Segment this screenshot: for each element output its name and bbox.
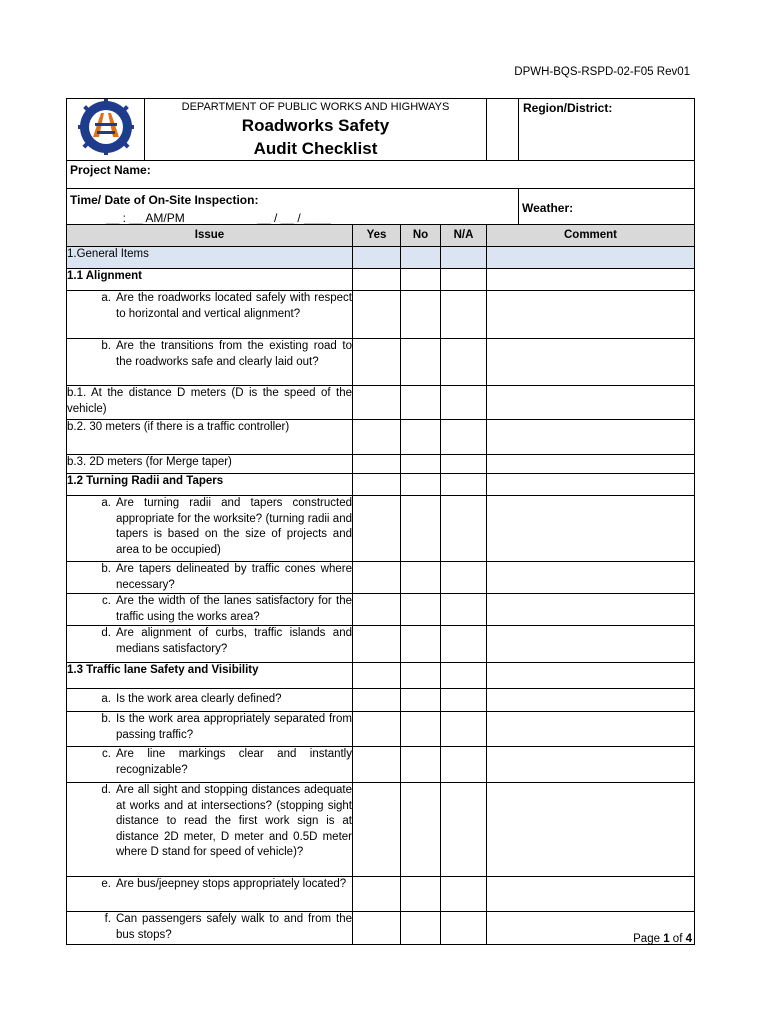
date-blank: __ / __ / ____ bbox=[257, 211, 331, 225]
item-marker: d. bbox=[101, 627, 111, 639]
table-row bbox=[67, 783, 695, 877]
na-cell[interactable] bbox=[441, 455, 487, 474]
comment-cell[interactable] bbox=[487, 496, 695, 562]
no-cell[interactable] bbox=[401, 496, 441, 562]
comment-cell[interactable] bbox=[487, 689, 695, 712]
no-cell[interactable] bbox=[401, 420, 441, 455]
item-text: b.3. 2D meters (for Merge taper) bbox=[67, 455, 353, 474]
no-cell[interactable] bbox=[401, 712, 441, 747]
item-text: b.1. At the distance D meters (D is the speed of the vehicle) bbox=[67, 386, 353, 420]
dpwh-logo bbox=[67, 99, 145, 161]
na-cell[interactable] bbox=[441, 689, 487, 712]
region-district-field[interactable] bbox=[519, 99, 695, 161]
item-text: Is the work area appropriately separated from passing traffic? bbox=[116, 713, 352, 741]
comment-cell[interactable] bbox=[487, 339, 695, 386]
yes-cell[interactable] bbox=[353, 747, 401, 783]
item-marker: e. bbox=[101, 878, 111, 890]
item-text: Are alignment of curbs, traffic islands and medians satisfactory? bbox=[116, 627, 352, 655]
item-marker: b. bbox=[101, 713, 111, 725]
page-of: of bbox=[669, 933, 686, 945]
na-cell[interactable] bbox=[441, 562, 487, 594]
table-row bbox=[67, 877, 695, 912]
weather-field[interactable] bbox=[519, 189, 695, 228]
table-row bbox=[67, 562, 695, 594]
item-text: b.2. 30 meters (if there is a traffic controller) bbox=[67, 420, 353, 455]
inspection-label: Time/ Date of On-Site Inspection: bbox=[70, 193, 259, 207]
no-cell[interactable] bbox=[401, 291, 441, 339]
yes-cell[interactable] bbox=[353, 455, 401, 474]
na-cell[interactable] bbox=[441, 912, 487, 945]
header-spacer bbox=[487, 99, 519, 161]
table-row bbox=[67, 420, 695, 455]
yes-cell[interactable] bbox=[353, 339, 401, 386]
table-row bbox=[67, 689, 695, 712]
item-text: Are bus/jeepney stops appropriately located? bbox=[116, 878, 347, 890]
comment-cell[interactable] bbox=[487, 712, 695, 747]
item-marker: b. bbox=[101, 340, 111, 352]
column-header-na: N/A bbox=[441, 225, 487, 247]
column-header-comment: Comment bbox=[487, 225, 695, 247]
page-current: 1 bbox=[663, 933, 670, 945]
subsection-title: 1.2 Turning Radii and Tapers bbox=[67, 474, 353, 496]
form-title-line2: Audit Checklist bbox=[253, 139, 378, 158]
table-row bbox=[67, 626, 695, 663]
inspection-time-date-field[interactable] bbox=[67, 189, 519, 228]
department-name: DEPARTMENT OF PUBLIC WORKS AND HIGHWAYS bbox=[181, 101, 450, 113]
table-row bbox=[67, 386, 695, 420]
item-marker: c. bbox=[102, 595, 111, 607]
yes-cell[interactable] bbox=[353, 420, 401, 455]
item-marker: a. bbox=[101, 693, 111, 706]
yes-cell[interactable] bbox=[353, 712, 401, 747]
item-text: Are the roadworks located safely with respect to horizontal and vertical alignment? bbox=[116, 292, 352, 320]
page-total: 4 bbox=[685, 933, 692, 945]
weather-label: Weather: bbox=[522, 201, 574, 215]
column-header-yes: Yes bbox=[353, 225, 401, 247]
yes-cell[interactable] bbox=[353, 626, 401, 663]
yes-cell[interactable] bbox=[353, 291, 401, 339]
table-row bbox=[67, 912, 695, 945]
item-marker: c. bbox=[102, 748, 111, 760]
table-row bbox=[67, 291, 695, 339]
page-prefix: Page bbox=[633, 933, 664, 945]
comment-cell[interactable] bbox=[487, 783, 695, 877]
comment-cell[interactable] bbox=[487, 291, 695, 339]
na-cell[interactable] bbox=[441, 747, 487, 783]
item-text: Are all sight and stopping distances adequate at works and at intersections? (stopping sight distance to read the first work sign is at distance 2D meter, D meter and 0.5D meter where D stand for speed of vehicle)? bbox=[116, 784, 352, 858]
no-cell[interactable] bbox=[401, 877, 441, 912]
column-header-no: No bbox=[401, 225, 441, 247]
no-cell[interactable] bbox=[401, 689, 441, 712]
item-text: Can passengers safely walk to and from the bus stops? bbox=[116, 913, 352, 941]
no-cell[interactable] bbox=[401, 783, 441, 877]
item-text: Are line markings clear and instantly recognizable? bbox=[116, 748, 352, 776]
item-marker: d. bbox=[101, 784, 111, 796]
region-district-label: Region/District: bbox=[523, 101, 613, 115]
table-row bbox=[67, 496, 695, 562]
yes-cell[interactable] bbox=[353, 562, 401, 594]
checklist-table bbox=[66, 224, 695, 945]
time-blank: __ : __ AM/PM bbox=[106, 211, 185, 225]
title-block bbox=[145, 99, 487, 161]
document-reference: DPWH-BQS-RSPD-02-F05 Rev01 bbox=[514, 66, 690, 78]
yes-cell[interactable] bbox=[353, 877, 401, 912]
comment-cell[interactable] bbox=[487, 562, 695, 594]
no-cell[interactable] bbox=[401, 339, 441, 386]
column-header-issue: Issue bbox=[67, 225, 353, 247]
subsection-title: 1.3 Traffic lane Safety and Visibility bbox=[67, 663, 353, 689]
table-row bbox=[67, 594, 695, 626]
table-row bbox=[67, 747, 695, 783]
na-cell[interactable] bbox=[441, 877, 487, 912]
no-cell[interactable] bbox=[401, 386, 441, 420]
table-row bbox=[67, 455, 695, 474]
subsection-row bbox=[67, 269, 695, 291]
subsection-row bbox=[67, 663, 695, 689]
no-cell[interactable] bbox=[401, 747, 441, 783]
comment-cell[interactable] bbox=[487, 386, 695, 420]
yes-cell[interactable] bbox=[353, 912, 401, 945]
item-text: Are tapers delineated by traffic cones where necessary? bbox=[116, 563, 352, 591]
yes-cell[interactable] bbox=[353, 783, 401, 877]
yes-cell[interactable] bbox=[353, 689, 401, 712]
yes-cell[interactable] bbox=[353, 386, 401, 420]
yes-cell[interactable] bbox=[353, 496, 401, 562]
na-cell[interactable] bbox=[441, 339, 487, 386]
comment-cell[interactable] bbox=[487, 420, 695, 455]
section-title: 1.General Items bbox=[67, 247, 353, 269]
comment-cell[interactable] bbox=[487, 594, 695, 626]
dpwh-seal-icon bbox=[71, 99, 141, 155]
table-row bbox=[67, 712, 695, 747]
na-cell[interactable] bbox=[441, 594, 487, 626]
na-cell[interactable] bbox=[441, 386, 487, 420]
item-marker: a. bbox=[101, 497, 111, 509]
header-table bbox=[66, 98, 695, 228]
yes-cell[interactable] bbox=[353, 594, 401, 626]
na-cell[interactable] bbox=[441, 712, 487, 747]
item-marker: b. bbox=[101, 563, 111, 575]
no-cell[interactable] bbox=[401, 562, 441, 594]
na-cell[interactable] bbox=[441, 626, 487, 663]
page-number bbox=[633, 933, 692, 945]
comment-cell[interactable] bbox=[487, 455, 695, 474]
comment-cell[interactable] bbox=[487, 626, 695, 663]
na-cell[interactable] bbox=[441, 291, 487, 339]
no-cell[interactable] bbox=[401, 594, 441, 626]
no-cell[interactable] bbox=[401, 626, 441, 663]
item-text: Are the transitions from the existing road to the roadworks safe and clearly laid out? bbox=[116, 340, 352, 368]
item-text: Is the work area clearly defined? bbox=[116, 693, 282, 706]
na-cell[interactable] bbox=[441, 496, 487, 562]
subsection-title: 1.1 Alignment bbox=[67, 269, 353, 291]
project-name-label: Project Name: bbox=[70, 163, 151, 177]
no-cell[interactable] bbox=[401, 455, 441, 474]
form-title-line1: Roadworks Safety bbox=[241, 116, 390, 135]
item-marker: a. bbox=[101, 292, 111, 304]
na-cell[interactable] bbox=[441, 783, 487, 877]
comment-cell[interactable] bbox=[487, 877, 695, 912]
project-name-field[interactable] bbox=[67, 161, 695, 189]
item-text: Are turning radii and tapers constructed appropriate for the worksite? (turning radii and tapers is based on the size of projects and area to be occupied) bbox=[116, 497, 352, 556]
item-marker: f. bbox=[104, 913, 111, 925]
item-text: Are the width of the lanes satisfactory for the traffic using the works area? bbox=[116, 595, 352, 623]
na-cell[interactable] bbox=[441, 420, 487, 455]
table-row bbox=[67, 339, 695, 386]
no-cell[interactable] bbox=[401, 912, 441, 945]
subsection-row bbox=[67, 474, 695, 496]
comment-cell[interactable] bbox=[487, 747, 695, 783]
